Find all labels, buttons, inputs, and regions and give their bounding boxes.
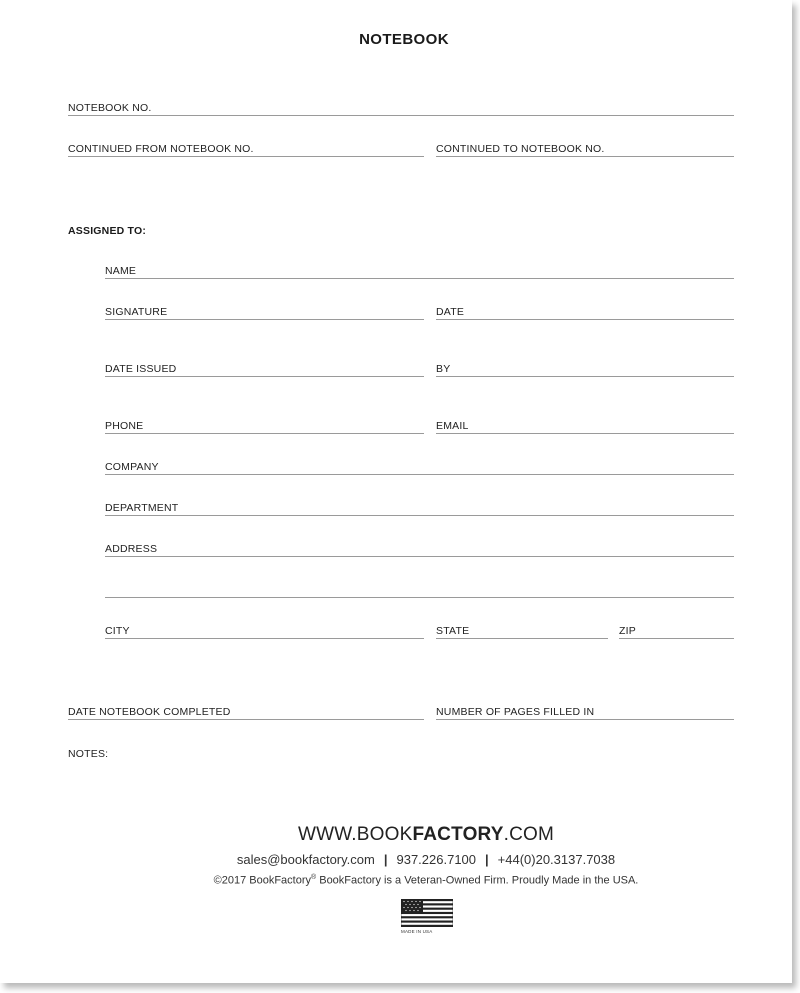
date-label: DATE xyxy=(436,306,465,318)
legal-suffix: BookFactory is a Veteran-Owned Firm. Proudly Made in the USA. xyxy=(316,874,639,887)
legal-prefix: ©2017 BookFactory xyxy=(213,874,311,887)
state-field[interactable] xyxy=(436,624,608,639)
state-label: STATE xyxy=(436,625,470,637)
footer-phone-us: 937.226.7100 xyxy=(396,852,477,867)
zip-label: ZIP xyxy=(619,625,636,637)
footer-phone-uk: +44(0)20.3137.7038 xyxy=(497,852,616,867)
company-label: COMPANY xyxy=(105,461,159,473)
phone-field[interactable] xyxy=(105,419,424,434)
notes-label: NOTES: xyxy=(68,748,109,760)
address-field[interactable] xyxy=(105,542,734,557)
name-field[interactable] xyxy=(105,264,734,279)
url-brand: FACTORY xyxy=(412,824,504,845)
address-label: ADDRESS xyxy=(105,543,158,555)
continued-to-label: CONTINUED TO NOTEBOOK NO. xyxy=(436,143,605,155)
assigned-to-heading: ASSIGNED TO: xyxy=(68,225,147,237)
name-label: NAME xyxy=(105,265,137,277)
date-field[interactable] xyxy=(436,305,734,320)
department-label: DEPARTMENT xyxy=(105,502,179,514)
address-line-2-field[interactable] xyxy=(105,583,734,598)
notebook-no-field[interactable] xyxy=(68,101,734,116)
signature-field[interactable] xyxy=(105,305,424,320)
email-field[interactable] xyxy=(436,419,734,434)
continued-from-field[interactable] xyxy=(68,142,424,157)
zip-field[interactable] xyxy=(619,624,734,639)
url-prefix: WWW.BOOK xyxy=(297,824,413,845)
company-field[interactable] xyxy=(105,460,734,475)
date-completed-label: DATE NOTEBOOK COMPLETED xyxy=(68,706,231,718)
separator: | xyxy=(383,852,388,867)
separator: | xyxy=(485,852,489,867)
footer-email: sales@bookfactory.com xyxy=(236,852,375,867)
date-completed-field[interactable] xyxy=(68,705,424,720)
url-suffix: .COM xyxy=(503,824,555,845)
phone-label: PHONE xyxy=(105,420,144,432)
by-label: BY xyxy=(436,363,451,375)
footer-contact xyxy=(0,852,800,867)
pages-filled-label: NUMBER OF PAGES FILLED IN xyxy=(436,706,595,718)
date-issued-field[interactable] xyxy=(105,362,424,377)
page-title: NOTEBOOK xyxy=(359,31,449,48)
city-field[interactable] xyxy=(105,624,424,639)
footer-legal xyxy=(0,874,800,887)
made-in-usa-badge xyxy=(401,899,453,934)
pages-filled-field[interactable] xyxy=(436,705,734,720)
signature-label: SIGNATURE xyxy=(105,306,168,318)
email-label: EMAIL xyxy=(436,420,469,432)
continued-from-label: CONTINUED FROM NOTEBOOK NO. xyxy=(68,143,254,155)
flag-caption: MADE IN USA xyxy=(401,929,433,934)
city-label: CITY xyxy=(105,625,130,637)
notebook-no-label: NOTEBOOK NO. xyxy=(68,102,152,114)
registered-mark: ® xyxy=(311,874,317,881)
date-issued-label: DATE ISSUED xyxy=(105,363,177,375)
department-field[interactable] xyxy=(105,501,734,516)
continued-to-field[interactable] xyxy=(436,142,734,157)
us-flag-icon xyxy=(401,899,453,927)
footer-website xyxy=(0,824,800,846)
by-field[interactable] xyxy=(436,362,734,377)
